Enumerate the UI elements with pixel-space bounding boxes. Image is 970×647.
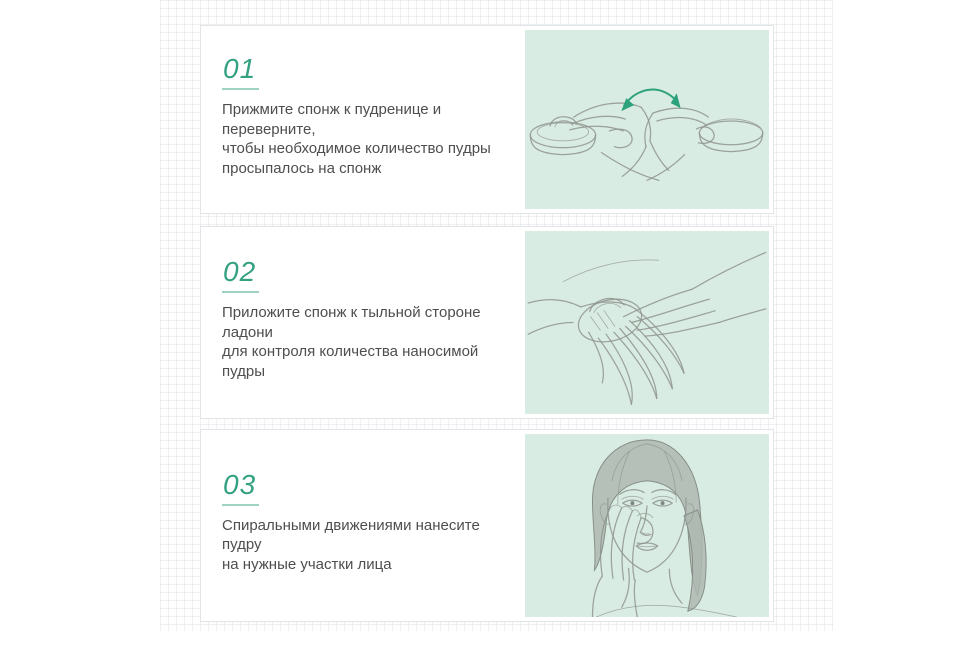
step-2-illustration-panel (525, 231, 769, 414)
step-1-description-line-1: Прижмите спонж к пудренице и переверните, (222, 101, 442, 138)
step-3-number: 03 (222, 471, 259, 506)
step-card-3 (200, 429, 774, 622)
step-1-number: 01 (222, 55, 259, 90)
step-2-text-block (201, 227, 521, 418)
step-2-description-line-2: для контроля количества наносимой пудры (222, 343, 479, 380)
compact-to-sponge-illustration (525, 30, 769, 209)
step-3-description-line-2: на нужные участки лица (222, 555, 392, 573)
step-3-description-line-1: Спиральными движениями нанесите пудру (222, 516, 480, 554)
right-hand-with-compact (622, 108, 762, 180)
face-powder-application-illustration (525, 434, 769, 617)
step-2-description-line-1: Приложите спонж к тыльной стороне ладони (222, 304, 481, 341)
swap-arrow-icon (621, 90, 680, 112)
sponge-on-back-of-hand-illustration (525, 231, 769, 414)
left-eye-pupil (630, 501, 634, 505)
arm-contour-line (563, 260, 658, 282)
step-1-description-line-2: чтобы необходимое количество пудры (222, 140, 491, 157)
left-hand-with-compact (530, 103, 668, 180)
step-3-description (222, 516, 515, 575)
lower-hand (528, 300, 684, 405)
step-card-2 (200, 226, 774, 419)
step-1-description-line-3: просыпалось на спонж (222, 159, 382, 177)
step-3-text-block (201, 430, 521, 621)
step-3-illustration-panel (525, 434, 769, 617)
step-1-illustration-panel (525, 30, 769, 209)
step-1-text-block (201, 26, 521, 213)
right-eye-pupil (661, 501, 665, 505)
step-card-1 (200, 25, 774, 214)
step-2-number: 02 (222, 258, 259, 293)
step-1-description (222, 100, 515, 178)
step-2-description (222, 303, 515, 381)
face (596, 490, 736, 617)
